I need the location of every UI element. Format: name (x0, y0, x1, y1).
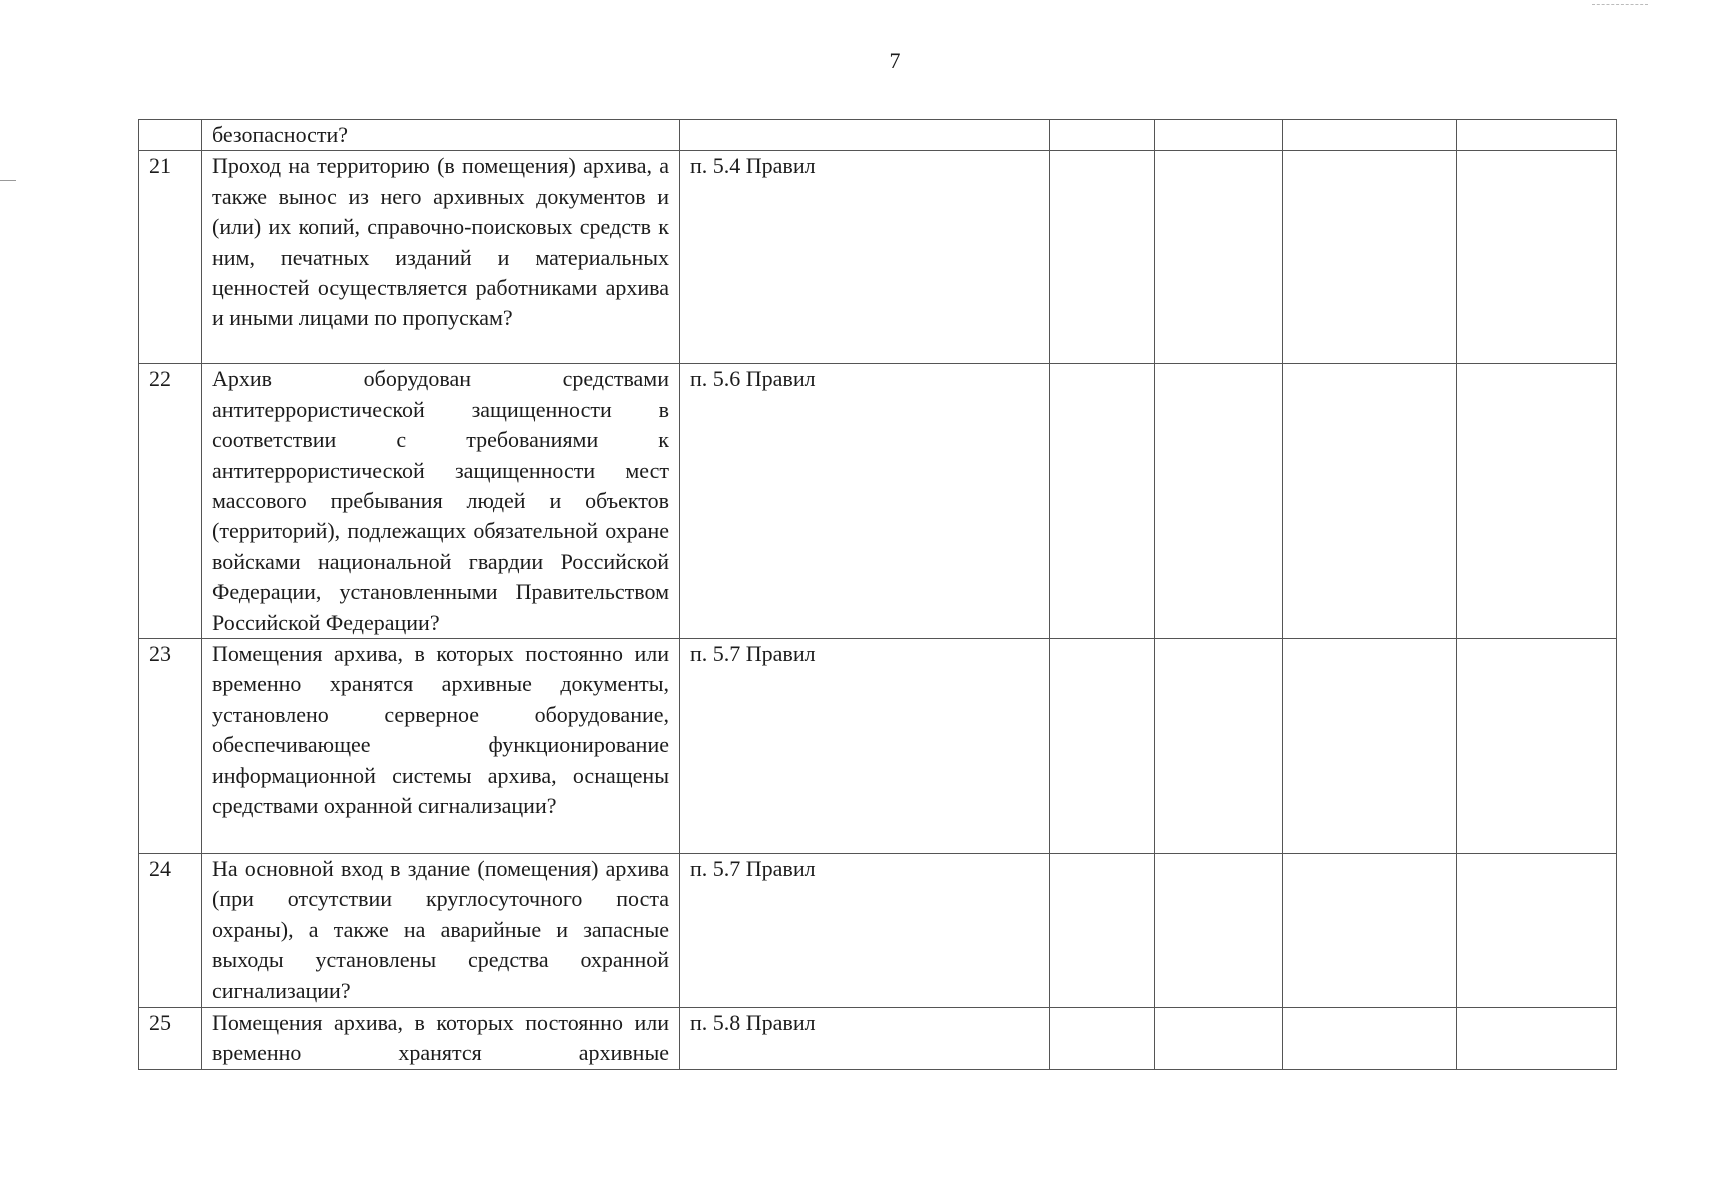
notes-cell (1457, 639, 1617, 854)
answer-cell-yes (1050, 639, 1155, 854)
legal-reference: п. 5.8 Правил (680, 1008, 1050, 1070)
table-row (139, 639, 1617, 854)
row-number: 21 (139, 151, 202, 364)
notes-cell (1457, 854, 1617, 1008)
answer-cell-not-applicable (1283, 639, 1457, 854)
answer-cell-no (1155, 120, 1283, 151)
table-row (139, 120, 1617, 151)
answer-cell-no (1155, 151, 1283, 364)
answer-cell-no (1155, 364, 1283, 639)
answer-cell-yes (1050, 151, 1155, 364)
answer-cell-yes (1050, 364, 1155, 639)
answer-cell-yes (1050, 120, 1155, 151)
scan-artifact-top-right (1592, 4, 1648, 5)
question-text: Помещения архива, в которых постоянно или временно хранятся архивные документы, установлено серверное оборудование, обеспечивающее функционирование информационной системы архива, оснащены средствами охранной сигнализации? (202, 639, 680, 854)
table-row (139, 1008, 1617, 1070)
answer-cell-yes (1050, 1008, 1155, 1070)
answer-cell-not-applicable (1283, 120, 1457, 151)
legal-reference: п. 5.7 Правил (680, 639, 1050, 854)
answer-cell-no (1155, 1008, 1283, 1070)
table-row (139, 364, 1617, 639)
legal-reference: п. 5.6 Правил (680, 364, 1050, 639)
question-text: На основной вход в здание (помещения) архива (при отсутствии круглосуточного поста охраны), а также на аварийные и запасные выходы установлены средства охранной сигнализации? (202, 854, 680, 1008)
row-number: 24 (139, 854, 202, 1008)
row-number: 22 (139, 364, 202, 639)
page-number: 7 (889, 48, 901, 73)
question-text: Проход на территорию (в помещения) архива, а также вынос из него архивных документов и (или) их копий, справочно-поисковых средств к ним, печатных изданий и материальных ценностей осуществляется работниками архива и иными лицами по пропускам? (202, 151, 680, 364)
question-text: Архив оборудован средствами антитеррористической защищенности в соответствии с требованиями к антитеррористической защищенности мест массового пребывания людей и объектов (территорий), подлежащих обязательной охране войсками национальной гвардии Российской Федерации, установленными Правительством Российской Федерации? (202, 364, 680, 639)
scan-artifact-left (0, 180, 16, 181)
notes-cell (1457, 364, 1617, 639)
checklist-table (138, 119, 1617, 1070)
legal-reference: п. 5.7 Правил (680, 854, 1050, 1008)
table-row (139, 151, 1617, 364)
notes-cell (1457, 1008, 1617, 1070)
row-number: 23 (139, 639, 202, 854)
legal-reference: п. 5.4 Правил (680, 151, 1050, 364)
legal-reference (680, 120, 1050, 151)
answer-cell-not-applicable (1283, 1008, 1457, 1070)
row-number: 25 (139, 1008, 202, 1070)
notes-cell (1457, 120, 1617, 151)
row-number (139, 120, 202, 151)
answer-cell-no (1155, 854, 1283, 1008)
answer-cell-not-applicable (1283, 854, 1457, 1008)
answer-cell-not-applicable (1283, 151, 1457, 364)
table-row (139, 854, 1617, 1008)
answer-cell-yes (1050, 854, 1155, 1008)
notes-cell (1457, 151, 1617, 364)
question-text: Помещения архива, в которых постоянно или временно хранятся архивные (202, 1008, 680, 1070)
question-text: безопасности? (202, 120, 680, 151)
answer-cell-no (1155, 639, 1283, 854)
answer-cell-not-applicable (1283, 364, 1457, 639)
